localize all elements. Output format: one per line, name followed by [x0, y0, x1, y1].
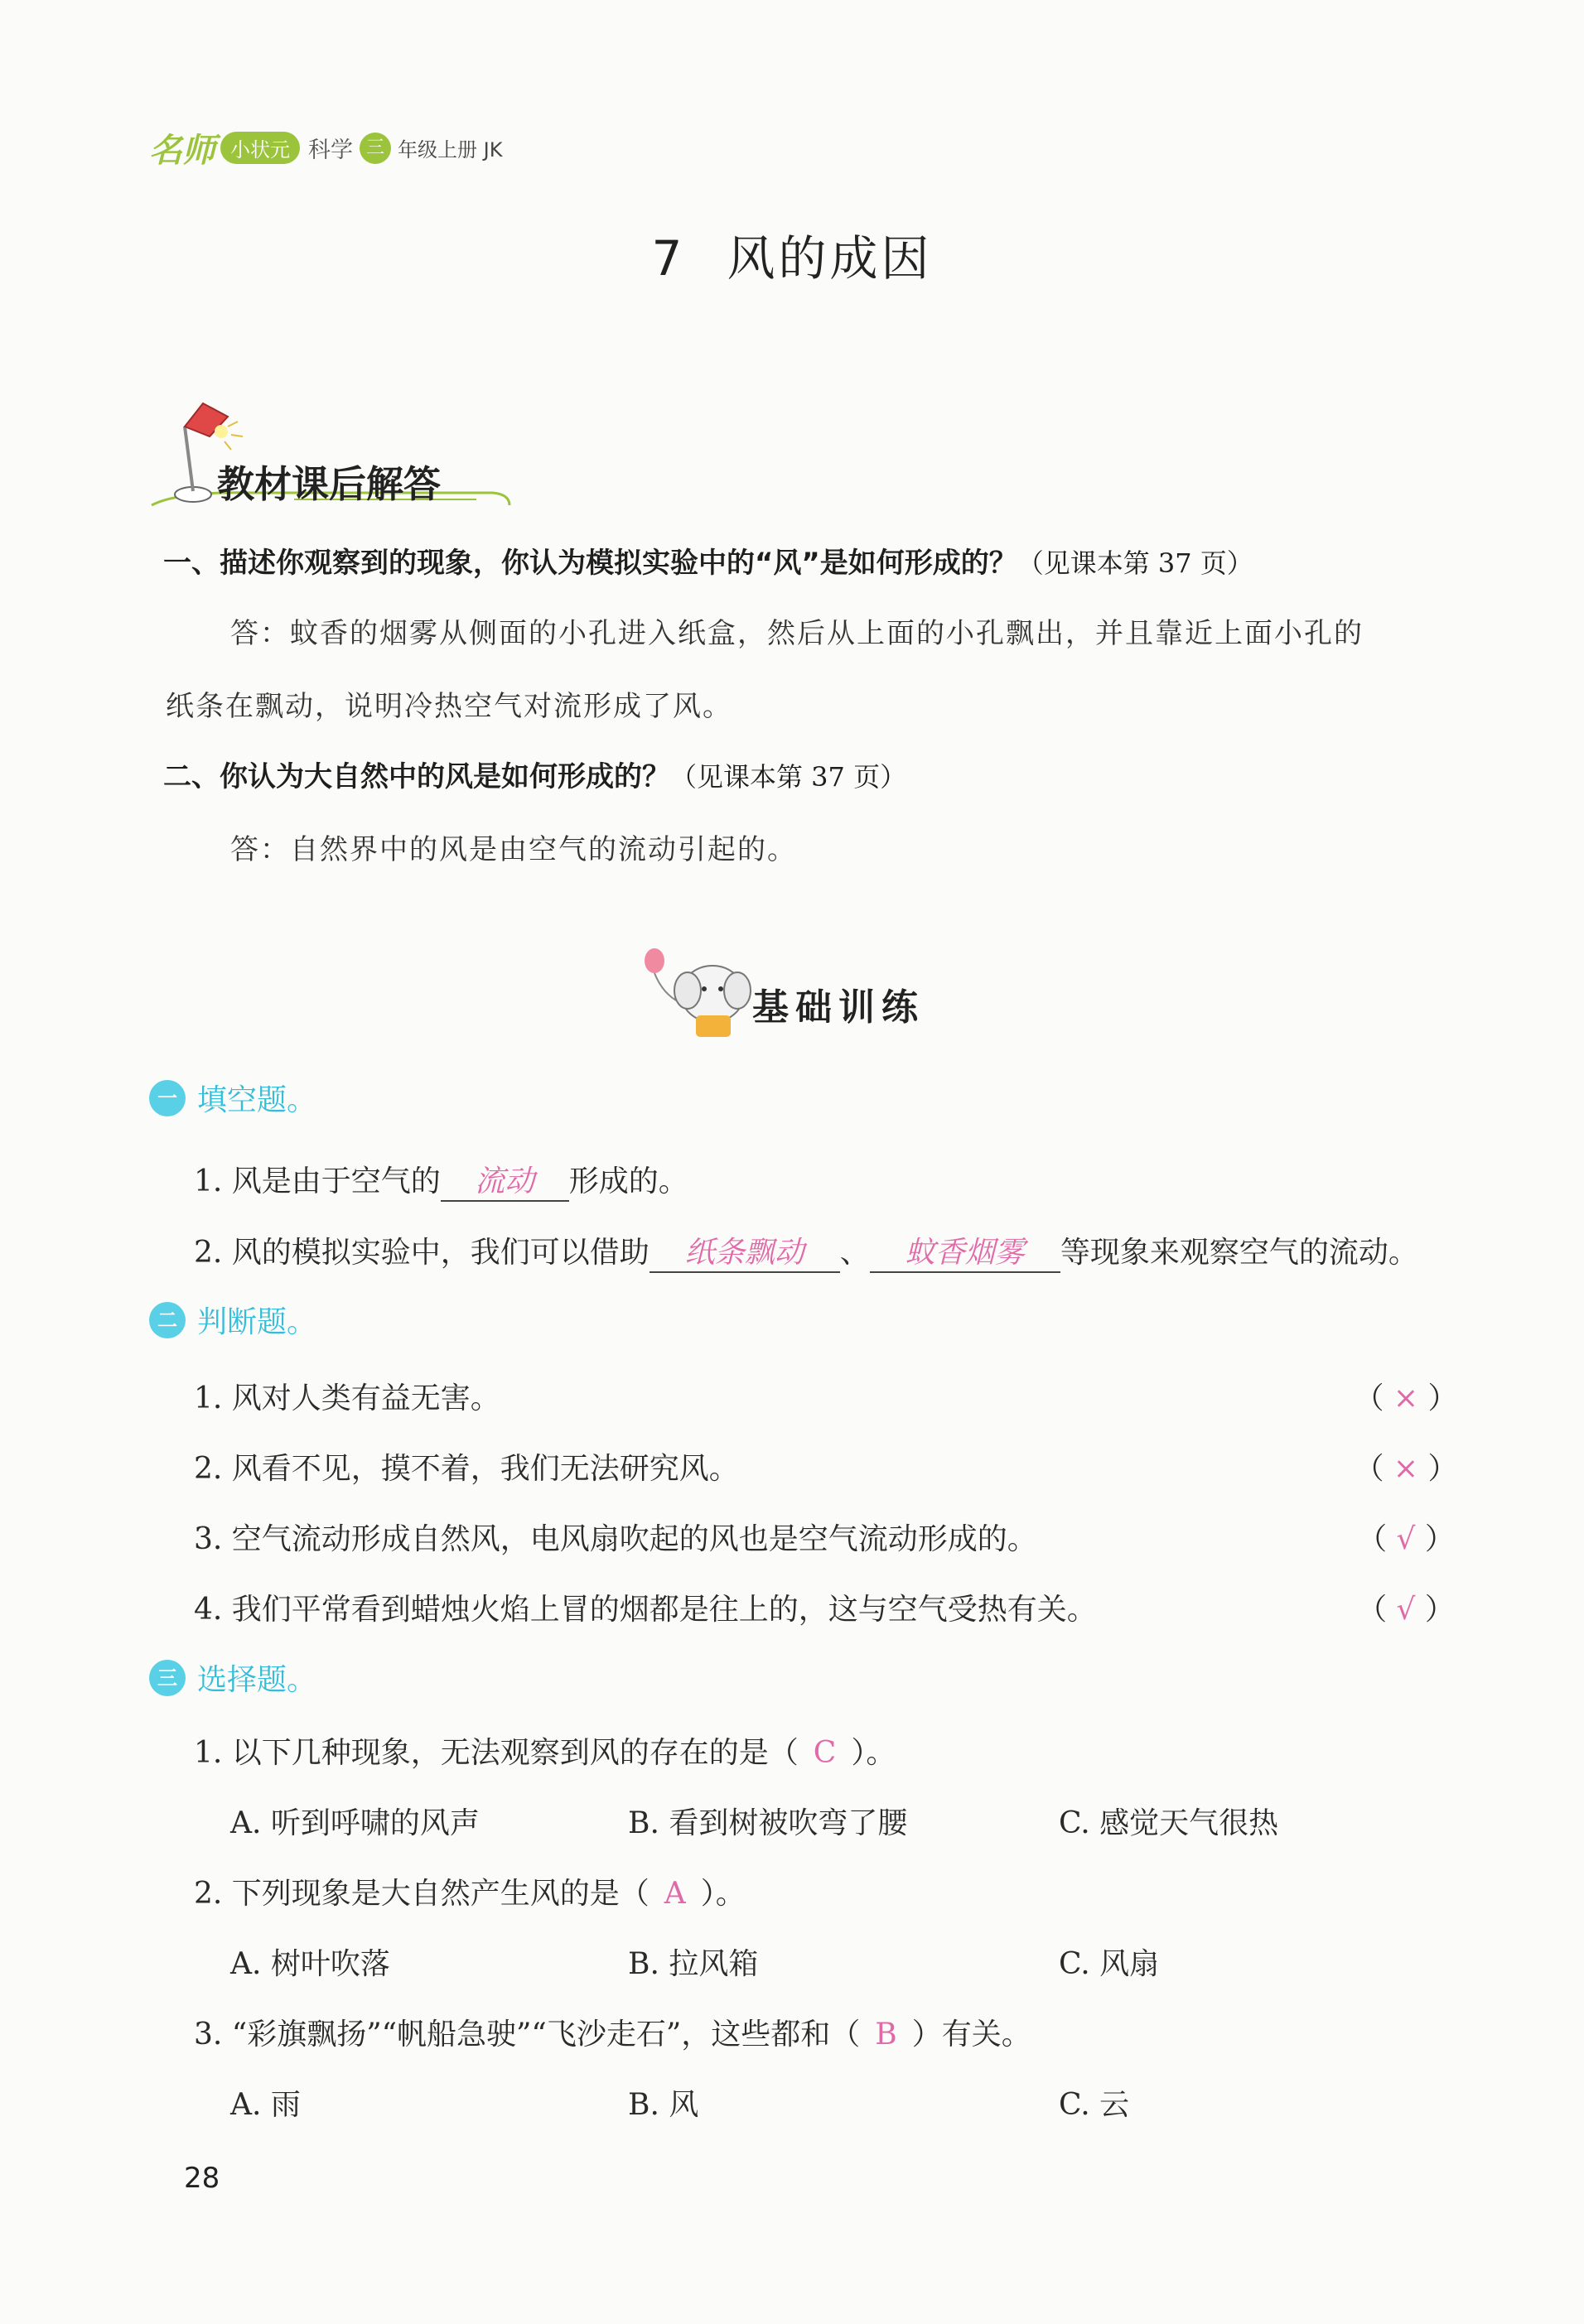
- choice-item-2-pre: 2. 下列现象是大自然产生风的是（: [194, 1877, 650, 1911]
- basic-training-banner: 基础训练: [752, 986, 925, 1029]
- fill-section-heading: [149, 1077, 316, 1119]
- question-1-ref: （见课本第 37 页）: [1017, 547, 1253, 579]
- choice-1-option-a: A. 听到呼啸的风声: [230, 1806, 480, 1840]
- brand-logo: 名师: [149, 131, 215, 170]
- judge-item-4: 4. 我们平常看到蜡烛火焰上冒的烟都是往上的，这与空气受热有关。: [194, 1593, 1097, 1627]
- answer-1-line-1: 答：蚊香的烟雾从侧面的小孔进入纸盒，然后从上面的小孔飘出，并且靠近上面小孔的: [230, 617, 1364, 650]
- grade-text: 年级上册 JK: [398, 138, 503, 162]
- judge-item-3: 3. 空气流动形成自然风，电风扇吹起的风也是空气流动形成的。: [194, 1522, 1037, 1556]
- choice-item-2-post: ）。: [700, 1877, 746, 1911]
- subject-label: 科学: [308, 137, 353, 163]
- fill-blank-1: 流动: [441, 1158, 569, 1202]
- fill-item-2: [194, 1229, 1418, 1273]
- fill-item-1-pre: 1. 风是由于空气的: [194, 1164, 441, 1198]
- answer-2: 答：自然界中的风是由空气的流动引起的。: [230, 833, 797, 866]
- choice-item-3-pre: 3. “彩旗飘扬”“帆船急驶”“飞沙走石”，这些都和（: [194, 2018, 861, 2052]
- answer-1-line-2: 纸条在飘动，说明冷热空气对流形成了风。: [166, 690, 732, 723]
- running-header: [149, 124, 502, 171]
- choice-3-option-c: C. 云: [1059, 2088, 1130, 2122]
- choice-2-option-b: B. 拉风箱: [628, 1947, 759, 1981]
- judge-mark-3: （ √ ）: [1357, 1522, 1455, 1556]
- grade-badge: 三: [360, 133, 391, 164]
- question-2: [163, 754, 906, 794]
- choice-1-option-c: C. 感觉天气很热: [1059, 1806, 1279, 1840]
- choice-2-option-c: C. 风扇: [1059, 1947, 1160, 1981]
- fill-section-label: 填空题。: [197, 1083, 317, 1117]
- fill-blank-2: 纸条飘动: [650, 1229, 840, 1273]
- judge-mark-4: （ √ ）: [1357, 1593, 1455, 1627]
- textbook-answers-banner: 教材课后解答: [217, 462, 442, 506]
- judge-section-heading: [149, 1299, 316, 1341]
- fill-item-2-post: 等现象来观察空气的流动。: [1060, 1236, 1418, 1270]
- lesson-title: 风的成因: [727, 230, 933, 287]
- judge-answer-3: √: [1396, 1522, 1416, 1556]
- choice-section-heading: [149, 1656, 316, 1699]
- section-badge-3: 三: [149, 1660, 186, 1696]
- choice-1-option-b: B. 看到树被吹弯了腰: [628, 1806, 908, 1840]
- choice-answer-3: B: [875, 2018, 897, 2052]
- judge-answer-4: √: [1396, 1593, 1416, 1627]
- judge-item-1: 1. 风对人类有益无害。: [194, 1381, 500, 1415]
- fill-item-1-post: 形成的。: [568, 1164, 688, 1198]
- section-badge-1: 一: [149, 1080, 186, 1116]
- question-1-text: 一、描述你观察到的现象，你认为模拟实验中的“风”是如何形成的？: [163, 547, 1017, 580]
- question-2-text: 二、你认为大自然中的风是如何形成的？: [163, 760, 670, 793]
- brand-pill: 小状元: [220, 132, 300, 164]
- fill-item-1: [194, 1158, 688, 1202]
- judge-mark-1: （ × ）: [1354, 1381, 1458, 1415]
- choice-item-1: [194, 1729, 896, 1772]
- question-1: [163, 540, 1253, 581]
- choice-item-3-post: ）有关。: [911, 2018, 1031, 2052]
- question-2-ref: （见课本第 37 页）: [670, 761, 907, 793]
- choice-2-option-a: A. 树叶吹落: [230, 1947, 390, 1981]
- fill-blank-3: 蚊香烟雾: [870, 1229, 1060, 1273]
- choice-answer-2: A: [664, 1877, 686, 1911]
- section-badge-2: 二: [149, 1302, 186, 1338]
- judge-answer-2: ×: [1393, 1452, 1419, 1486]
- choice-item-3: [194, 2011, 1031, 2053]
- choice-item-1-pre: 1. 以下几种现象，无法观察到风的存在的是（: [194, 1736, 799, 1770]
- lesson-number: 7: [651, 230, 686, 287]
- page-title: [0, 219, 1584, 289]
- choice-answer-1: C: [813, 1736, 837, 1770]
- page-number: 28: [184, 2162, 220, 2195]
- choice-item-2: [194, 1870, 746, 1912]
- choice-3-option-a: A. 雨: [230, 2088, 301, 2122]
- judge-item-2: 2. 风看不见，摸不着，我们无法研究风。: [194, 1452, 739, 1486]
- judge-section-label: 判断题。: [197, 1305, 317, 1339]
- fill-item-2-pre: 2. 风的模拟实验中，我们可以借助: [194, 1236, 650, 1270]
- judge-mark-2: （ × ）: [1354, 1452, 1458, 1486]
- fill-item-2-mid: 、: [839, 1236, 870, 1270]
- judge-answer-1: ×: [1393, 1381, 1419, 1415]
- choice-3-option-b: B. 风: [628, 2088, 699, 2122]
- choice-section-label: 选择题。: [197, 1663, 317, 1697]
- choice-item-1-post: ）。: [851, 1736, 896, 1770]
